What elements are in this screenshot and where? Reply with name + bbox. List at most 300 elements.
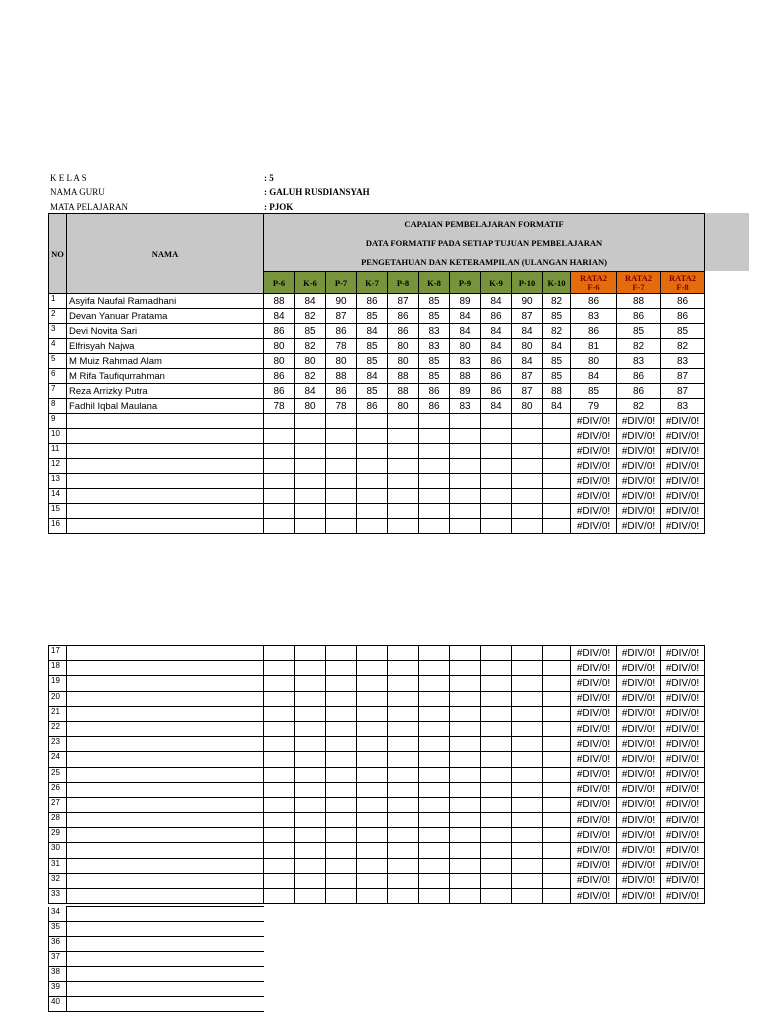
student-name-cell[interactable] <box>67 706 264 721</box>
score-cell[interactable] <box>419 504 450 519</box>
score-cell[interactable] <box>264 767 295 782</box>
score-cell[interactable] <box>450 459 481 474</box>
score-cell[interactable] <box>388 828 419 843</box>
score-cell[interactable] <box>481 676 512 691</box>
score-cell[interactable] <box>450 489 481 504</box>
score-cell[interactable] <box>326 414 357 429</box>
score-cell[interactable] <box>419 843 450 858</box>
score-cell[interactable]: 84 <box>481 294 512 309</box>
score-cell[interactable]: 80 <box>295 354 326 369</box>
score-cell[interactable] <box>450 429 481 444</box>
average-cell[interactable]: 86 <box>661 309 705 324</box>
score-cell[interactable] <box>388 444 419 459</box>
score-cell[interactable] <box>388 706 419 721</box>
score-cell[interactable] <box>388 414 419 429</box>
student-name-cell[interactable]: M Rifa Taufiqurrahman <box>67 369 264 384</box>
score-cell[interactable] <box>543 519 571 534</box>
score-cell[interactable]: 82 <box>295 369 326 384</box>
score-cell[interactable]: 80 <box>512 339 543 354</box>
score-cell[interactable] <box>295 873 326 888</box>
score-cell[interactable] <box>295 646 326 661</box>
score-cell[interactable] <box>543 813 571 828</box>
score-cell[interactable] <box>512 429 543 444</box>
score-cell[interactable] <box>295 828 326 843</box>
score-cell[interactable] <box>264 782 295 797</box>
score-cell[interactable] <box>419 646 450 661</box>
row-number[interactable]: 39 <box>49 982 67 997</box>
score-cell[interactable]: 82 <box>543 294 571 309</box>
score-cell[interactable] <box>450 721 481 736</box>
row-number[interactable]: 5 <box>49 354 67 369</box>
row-number[interactable]: 33 <box>49 889 67 904</box>
score-cell[interactable] <box>419 519 450 534</box>
score-cell[interactable] <box>419 873 450 888</box>
student-name-cell[interactable] <box>67 646 264 661</box>
average-cell[interactable]: #DIV/0! <box>617 813 661 828</box>
average-cell[interactable]: #DIV/0! <box>571 661 617 676</box>
student-name-cell[interactable] <box>67 873 264 888</box>
score-cell[interactable] <box>481 813 512 828</box>
score-cell[interactable] <box>295 813 326 828</box>
row-number[interactable]: 40 <box>49 997 67 1012</box>
score-cell[interactable] <box>450 706 481 721</box>
score-cell[interactable] <box>512 828 543 843</box>
average-cell[interactable]: #DIV/0! <box>661 414 705 429</box>
score-cell[interactable] <box>419 489 450 504</box>
score-cell[interactable]: 88 <box>543 384 571 399</box>
student-name-cell[interactable] <box>67 459 264 474</box>
score-cell[interactable] <box>481 782 512 797</box>
score-cell[interactable] <box>419 737 450 752</box>
student-name-cell[interactable] <box>67 489 264 504</box>
score-cell[interactable]: 84 <box>512 324 543 339</box>
average-cell[interactable]: 87 <box>661 384 705 399</box>
score-cell[interactable] <box>419 752 450 767</box>
average-cell[interactable]: 85 <box>661 324 705 339</box>
score-cell[interactable] <box>543 474 571 489</box>
score-cell[interactable] <box>357 737 388 752</box>
student-name-cell[interactable] <box>67 967 264 982</box>
score-cell[interactable] <box>326 721 357 736</box>
average-cell[interactable]: #DIV/0! <box>617 797 661 812</box>
score-cell[interactable] <box>481 504 512 519</box>
score-cell[interactable]: 80 <box>264 339 295 354</box>
score-cell[interactable] <box>295 752 326 767</box>
score-cell[interactable] <box>419 706 450 721</box>
average-cell[interactable]: 82 <box>617 339 661 354</box>
score-cell[interactable] <box>326 474 357 489</box>
score-cell[interactable] <box>295 889 326 904</box>
score-cell[interactable] <box>481 474 512 489</box>
score-cell[interactable] <box>481 797 512 812</box>
score-cell[interactable]: 84 <box>543 399 571 414</box>
score-cell[interactable] <box>450 691 481 706</box>
score-cell[interactable] <box>450 843 481 858</box>
score-cell[interactable] <box>512 661 543 676</box>
row-number[interactable]: 6 <box>49 369 67 384</box>
row-number[interactable]: 7 <box>49 384 67 399</box>
score-cell[interactable] <box>357 504 388 519</box>
score-cell[interactable] <box>264 661 295 676</box>
score-cell[interactable] <box>264 444 295 459</box>
student-name-cell[interactable] <box>67 797 264 812</box>
average-cell[interactable]: #DIV/0! <box>617 414 661 429</box>
average-cell[interactable]: 83 <box>617 354 661 369</box>
score-cell[interactable]: 85 <box>543 354 571 369</box>
score-cell[interactable] <box>388 489 419 504</box>
score-cell[interactable]: 84 <box>481 324 512 339</box>
score-cell[interactable]: 85 <box>543 369 571 384</box>
row-number[interactable]: 24 <box>49 752 67 767</box>
score-cell[interactable]: 78 <box>326 399 357 414</box>
score-cell[interactable]: 85 <box>419 309 450 324</box>
score-cell[interactable] <box>326 429 357 444</box>
score-cell[interactable]: 86 <box>481 309 512 324</box>
student-name-cell[interactable] <box>67 752 264 767</box>
score-cell[interactable]: 85 <box>357 309 388 324</box>
score-cell[interactable] <box>481 414 512 429</box>
score-cell[interactable] <box>326 489 357 504</box>
row-number[interactable]: 35 <box>49 922 67 937</box>
average-cell[interactable]: 86 <box>571 324 617 339</box>
row-number[interactable]: 26 <box>49 782 67 797</box>
score-cell[interactable]: 87 <box>512 369 543 384</box>
average-cell[interactable]: #DIV/0! <box>661 721 705 736</box>
score-cell[interactable]: 86 <box>388 324 419 339</box>
student-name-cell[interactable] <box>67 997 264 1012</box>
score-cell[interactable]: 87 <box>388 294 419 309</box>
score-cell[interactable] <box>357 706 388 721</box>
score-cell[interactable] <box>419 474 450 489</box>
score-cell[interactable] <box>419 676 450 691</box>
score-cell[interactable] <box>357 646 388 661</box>
score-cell[interactable]: 84 <box>543 339 571 354</box>
row-number[interactable]: 15 <box>49 504 67 519</box>
score-cell[interactable] <box>295 797 326 812</box>
score-cell[interactable] <box>512 706 543 721</box>
average-cell[interactable]: #DIV/0! <box>571 737 617 752</box>
student-name-cell[interactable] <box>67 889 264 904</box>
row-number[interactable]: 3 <box>49 324 67 339</box>
average-cell[interactable]: #DIV/0! <box>617 737 661 752</box>
average-cell[interactable]: 83 <box>571 309 617 324</box>
score-cell[interactable] <box>326 828 357 843</box>
score-cell[interactable] <box>543 767 571 782</box>
score-cell[interactable] <box>357 676 388 691</box>
average-cell[interactable]: #DIV/0! <box>571 813 617 828</box>
score-cell[interactable] <box>326 767 357 782</box>
row-number[interactable]: 21 <box>49 706 67 721</box>
score-cell[interactable] <box>264 646 295 661</box>
score-cell[interactable] <box>419 889 450 904</box>
score-cell[interactable] <box>481 721 512 736</box>
score-cell[interactable]: 84 <box>357 324 388 339</box>
average-cell[interactable]: #DIV/0! <box>571 721 617 736</box>
score-cell[interactable] <box>481 459 512 474</box>
score-cell[interactable] <box>512 504 543 519</box>
score-cell[interactable] <box>481 429 512 444</box>
score-cell[interactable]: 83 <box>450 354 481 369</box>
score-cell[interactable] <box>543 797 571 812</box>
student-name-cell[interactable] <box>67 504 264 519</box>
score-cell[interactable] <box>450 858 481 873</box>
average-cell[interactable]: 86 <box>617 369 661 384</box>
score-cell[interactable] <box>450 767 481 782</box>
score-cell[interactable] <box>450 813 481 828</box>
score-cell[interactable] <box>295 504 326 519</box>
score-cell[interactable]: 88 <box>450 369 481 384</box>
score-cell[interactable] <box>388 889 419 904</box>
row-number[interactable]: 11 <box>49 444 67 459</box>
average-cell[interactable]: #DIV/0! <box>661 706 705 721</box>
average-cell[interactable]: #DIV/0! <box>661 459 705 474</box>
score-cell[interactable] <box>326 752 357 767</box>
average-cell[interactable]: #DIV/0! <box>571 429 617 444</box>
average-cell[interactable]: #DIV/0! <box>571 519 617 534</box>
average-cell[interactable]: #DIV/0! <box>661 873 705 888</box>
score-cell[interactable] <box>512 414 543 429</box>
score-cell[interactable] <box>543 444 571 459</box>
score-cell[interactable] <box>357 889 388 904</box>
score-cell[interactable] <box>264 504 295 519</box>
average-cell[interactable]: #DIV/0! <box>661 474 705 489</box>
row-number[interactable]: 1 <box>49 294 67 309</box>
average-cell[interactable]: #DIV/0! <box>661 504 705 519</box>
student-name-cell[interactable] <box>67 767 264 782</box>
score-cell[interactable] <box>450 414 481 429</box>
score-cell[interactable]: 80 <box>388 339 419 354</box>
score-cell[interactable] <box>388 858 419 873</box>
average-cell[interactable]: #DIV/0! <box>571 752 617 767</box>
score-cell[interactable] <box>543 429 571 444</box>
score-cell[interactable] <box>388 813 419 828</box>
score-cell[interactable] <box>295 474 326 489</box>
score-cell[interactable]: 85 <box>357 354 388 369</box>
score-cell[interactable] <box>388 721 419 736</box>
row-number[interactable]: 31 <box>49 858 67 873</box>
score-cell[interactable] <box>264 414 295 429</box>
score-cell[interactable]: 86 <box>357 294 388 309</box>
score-cell[interactable] <box>512 858 543 873</box>
average-cell[interactable]: #DIV/0! <box>661 752 705 767</box>
score-cell[interactable] <box>326 646 357 661</box>
average-cell[interactable]: #DIV/0! <box>661 444 705 459</box>
score-cell[interactable]: 88 <box>388 384 419 399</box>
score-cell[interactable] <box>481 767 512 782</box>
score-cell[interactable] <box>512 646 543 661</box>
student-name-cell[interactable] <box>67 828 264 843</box>
score-cell[interactable] <box>481 661 512 676</box>
student-name-cell[interactable] <box>67 858 264 873</box>
score-cell[interactable] <box>543 752 571 767</box>
score-cell[interactable] <box>326 782 357 797</box>
row-number[interactable]: 30 <box>49 843 67 858</box>
score-cell[interactable] <box>295 858 326 873</box>
row-number[interactable]: 10 <box>49 429 67 444</box>
score-cell[interactable] <box>264 459 295 474</box>
average-cell[interactable]: 79 <box>571 399 617 414</box>
average-cell[interactable]: #DIV/0! <box>617 474 661 489</box>
score-cell[interactable] <box>264 797 295 812</box>
student-name-cell[interactable]: M Muiz Rahmad Alam <box>67 354 264 369</box>
score-cell[interactable] <box>295 444 326 459</box>
average-cell[interactable]: #DIV/0! <box>617 721 661 736</box>
row-number[interactable]: 27 <box>49 797 67 812</box>
score-cell[interactable] <box>481 737 512 752</box>
student-name-cell[interactable]: Fadhil Iqbal Maulana <box>67 399 264 414</box>
student-name-cell[interactable]: Reza Arrizky Putra <box>67 384 264 399</box>
score-cell[interactable] <box>450 737 481 752</box>
student-name-cell[interactable] <box>67 982 264 997</box>
score-cell[interactable] <box>264 474 295 489</box>
row-number[interactable]: 8 <box>49 399 67 414</box>
average-cell[interactable]: 88 <box>617 294 661 309</box>
score-cell[interactable] <box>543 828 571 843</box>
score-cell[interactable] <box>326 889 357 904</box>
score-cell[interactable] <box>543 721 571 736</box>
score-cell[interactable] <box>512 813 543 828</box>
row-number[interactable]: 19 <box>49 676 67 691</box>
score-cell[interactable] <box>295 782 326 797</box>
average-cell[interactable]: #DIV/0! <box>617 767 661 782</box>
score-cell[interactable] <box>450 828 481 843</box>
average-cell[interactable]: #DIV/0! <box>661 691 705 706</box>
average-cell[interactable]: #DIV/0! <box>571 767 617 782</box>
score-cell[interactable] <box>512 721 543 736</box>
score-cell[interactable]: 83 <box>450 399 481 414</box>
average-cell[interactable]: #DIV/0! <box>571 646 617 661</box>
average-cell[interactable]: #DIV/0! <box>617 858 661 873</box>
average-cell[interactable]: 80 <box>571 354 617 369</box>
score-cell[interactable] <box>388 459 419 474</box>
score-cell[interactable] <box>295 737 326 752</box>
average-cell[interactable]: 87 <box>661 369 705 384</box>
average-cell[interactable]: #DIV/0! <box>617 873 661 888</box>
score-cell[interactable] <box>295 661 326 676</box>
average-cell[interactable]: #DIV/0! <box>661 676 705 691</box>
score-cell[interactable]: 86 <box>481 354 512 369</box>
score-cell[interactable] <box>481 873 512 888</box>
score-cell[interactable] <box>388 752 419 767</box>
score-cell[interactable]: 80 <box>326 354 357 369</box>
score-cell[interactable]: 86 <box>264 369 295 384</box>
score-cell[interactable] <box>264 721 295 736</box>
score-cell[interactable] <box>326 661 357 676</box>
score-cell[interactable] <box>450 444 481 459</box>
score-cell[interactable] <box>543 504 571 519</box>
average-cell[interactable]: #DIV/0! <box>571 459 617 474</box>
average-cell[interactable]: #DIV/0! <box>617 429 661 444</box>
score-cell[interactable]: 80 <box>388 399 419 414</box>
score-cell[interactable] <box>450 782 481 797</box>
score-cell[interactable] <box>419 782 450 797</box>
score-cell[interactable] <box>295 459 326 474</box>
average-cell[interactable]: #DIV/0! <box>661 489 705 504</box>
score-cell[interactable]: 80 <box>512 399 543 414</box>
score-cell[interactable] <box>326 706 357 721</box>
score-cell[interactable]: 84 <box>295 384 326 399</box>
score-cell[interactable] <box>357 444 388 459</box>
score-cell[interactable] <box>264 843 295 858</box>
average-cell[interactable]: 85 <box>571 384 617 399</box>
average-cell[interactable]: #DIV/0! <box>571 414 617 429</box>
score-cell[interactable] <box>419 828 450 843</box>
score-cell[interactable] <box>450 504 481 519</box>
score-cell[interactable] <box>543 706 571 721</box>
score-cell[interactable]: 80 <box>450 339 481 354</box>
score-cell[interactable]: 80 <box>264 354 295 369</box>
score-cell[interactable] <box>543 661 571 676</box>
score-cell[interactable] <box>543 459 571 474</box>
score-cell[interactable] <box>357 828 388 843</box>
score-cell[interactable]: 85 <box>543 309 571 324</box>
score-cell[interactable] <box>450 676 481 691</box>
row-number[interactable]: 13 <box>49 474 67 489</box>
score-cell[interactable] <box>512 519 543 534</box>
score-cell[interactable] <box>295 676 326 691</box>
score-cell[interactable] <box>419 444 450 459</box>
score-cell[interactable]: 84 <box>450 309 481 324</box>
average-cell[interactable]: #DIV/0! <box>571 858 617 873</box>
average-cell[interactable]: #DIV/0! <box>617 646 661 661</box>
score-cell[interactable] <box>357 721 388 736</box>
average-cell[interactable]: #DIV/0! <box>571 843 617 858</box>
score-cell[interactable] <box>357 782 388 797</box>
student-name-cell[interactable] <box>67 721 264 736</box>
score-cell[interactable]: 87 <box>512 309 543 324</box>
student-name-cell[interactable]: Asyifa Naufal Ramadhani <box>67 294 264 309</box>
score-cell[interactable] <box>543 676 571 691</box>
score-cell[interactable] <box>357 519 388 534</box>
score-cell[interactable] <box>481 646 512 661</box>
student-name-cell[interactable] <box>67 952 264 967</box>
score-cell[interactable] <box>326 444 357 459</box>
score-cell[interactable]: 83 <box>419 324 450 339</box>
student-name-cell[interactable] <box>67 691 264 706</box>
score-cell[interactable] <box>326 813 357 828</box>
score-cell[interactable] <box>512 782 543 797</box>
student-name-cell[interactable] <box>67 843 264 858</box>
score-cell[interactable] <box>388 646 419 661</box>
row-number[interactable]: 2 <box>49 309 67 324</box>
score-cell[interactable] <box>419 767 450 782</box>
score-cell[interactable] <box>543 691 571 706</box>
score-cell[interactable]: 88 <box>326 369 357 384</box>
score-cell[interactable] <box>388 797 419 812</box>
row-number[interactable]: 32 <box>49 873 67 888</box>
student-name-cell[interactable]: Elfrisyah Najwa <box>67 339 264 354</box>
score-cell[interactable]: 83 <box>419 339 450 354</box>
score-cell[interactable]: 86 <box>481 369 512 384</box>
score-cell[interactable] <box>543 489 571 504</box>
score-cell[interactable] <box>326 691 357 706</box>
score-cell[interactable] <box>419 797 450 812</box>
score-cell[interactable]: 85 <box>357 384 388 399</box>
score-cell[interactable] <box>357 797 388 812</box>
score-cell[interactable] <box>481 828 512 843</box>
score-cell[interactable] <box>357 752 388 767</box>
score-cell[interactable] <box>264 737 295 752</box>
score-cell[interactable]: 78 <box>264 399 295 414</box>
score-cell[interactable] <box>543 843 571 858</box>
score-cell[interactable]: 85 <box>295 324 326 339</box>
student-name-cell[interactable] <box>67 474 264 489</box>
row-number[interactable]: 28 <box>49 813 67 828</box>
score-cell[interactable]: 84 <box>512 354 543 369</box>
average-cell[interactable]: #DIV/0! <box>571 474 617 489</box>
score-cell[interactable] <box>264 858 295 873</box>
score-cell[interactable] <box>419 691 450 706</box>
